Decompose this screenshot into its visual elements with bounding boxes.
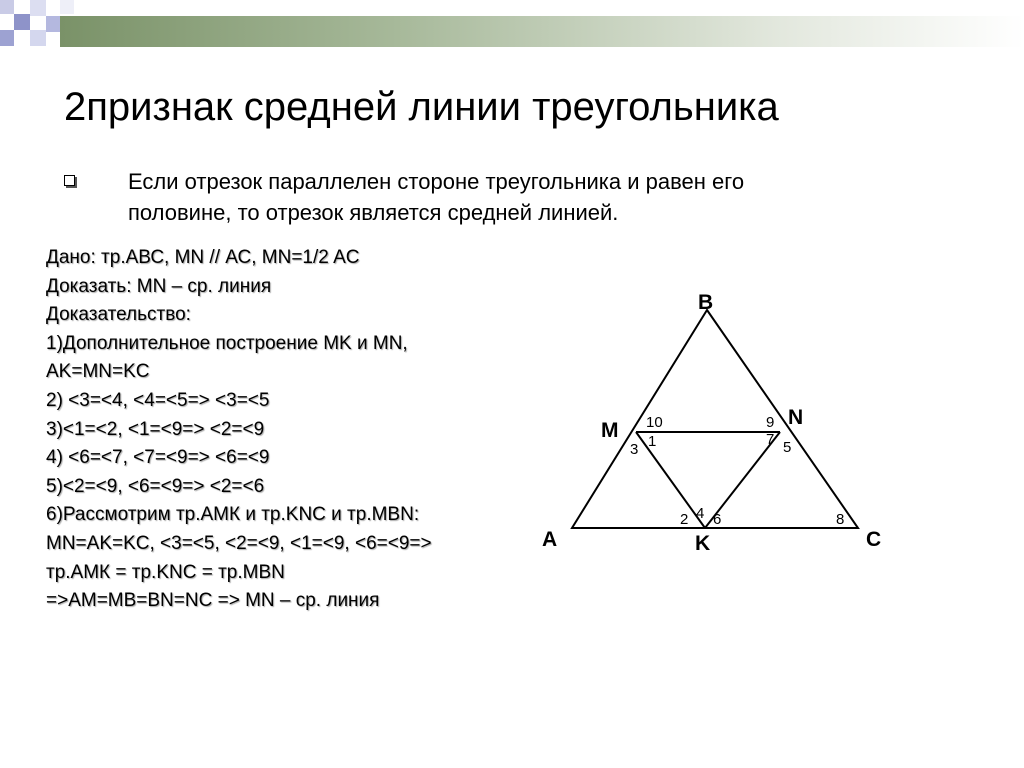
triangle-diagram: [530, 280, 900, 570]
bullet-text: Если отрезок параллелен стороне треугольника и равен его половине, то отрезок является средней линией.: [128, 169, 745, 225]
angle-label-9: 9: [766, 414, 775, 431]
proof-heading: Доказательство:: [46, 304, 191, 326]
proof-to-prove: Доказать: MN – ср. линия: [46, 275, 272, 297]
segment-mk: [636, 432, 705, 528]
header-decoration: [0, 0, 1024, 60]
header-square: [60, 0, 74, 14]
proof-step: 2) <3=<4, <4=<5=> <3=<5: [46, 389, 270, 411]
proof-step: 1)Дополнительное построение MK и MN,: [46, 332, 408, 354]
header-square: [30, 30, 46, 46]
vertex-label-k: K: [695, 532, 711, 555]
header-gradient-bar: [60, 16, 1024, 47]
vertex-label-a: A: [542, 528, 558, 551]
angle-label-8: 8: [836, 511, 845, 528]
vertex-label-c: C: [866, 528, 882, 551]
vertex-label-n: N: [788, 406, 804, 429]
angle-label-2: 2: [680, 511, 689, 528]
square-bullet-icon: [64, 175, 75, 186]
proof-step: 3)<1=<2, <1=<9=> <2=<9: [46, 418, 265, 440]
header-square: [30, 0, 46, 16]
angle-label-4: 4: [696, 505, 705, 522]
vertex-label-m: M: [601, 419, 619, 442]
angle-label-6: 6: [713, 511, 722, 528]
proof-step: тр.АМК = тр.KNC = тр.MBN: [46, 561, 285, 583]
proof-step: AK=MN=KC: [46, 361, 150, 383]
angle-label-1: 1: [648, 433, 657, 450]
proof-given: Дано: тр.АВС, МN // АС, MN=1/2 AC: [46, 247, 360, 268]
angle-label-3: 3: [630, 441, 639, 458]
angle-label-7: 7: [766, 431, 775, 448]
proof-text: [46, 244, 526, 616]
angle-label-10: 10: [646, 414, 663, 431]
header-square: [14, 14, 30, 30]
header-square: [0, 0, 14, 14]
angle-label-5: 5: [783, 439, 792, 456]
proof-conclusion: =>AM=MB=BN=NC => MN – ср. линия: [46, 590, 380, 612]
proof-step: 6)Рассмотрим тр.АМК и тр.KNC и тр.MBN:: [46, 504, 420, 526]
proof-step: 5)<2=<9, <6=<9=> <2=<6: [46, 475, 265, 497]
vertex-label-b: B: [698, 291, 714, 314]
proof-step: 4) <6=<7, <7=<9=> <6=<9: [46, 447, 270, 469]
slide-title: 2признак средней линии треугольника: [64, 85, 779, 129]
header-square: [46, 16, 60, 32]
proof-step: MN=AK=KC, <3=<5, <2=<9, <1=<9, <6=<9=>: [46, 532, 432, 554]
header-square: [0, 30, 14, 46]
